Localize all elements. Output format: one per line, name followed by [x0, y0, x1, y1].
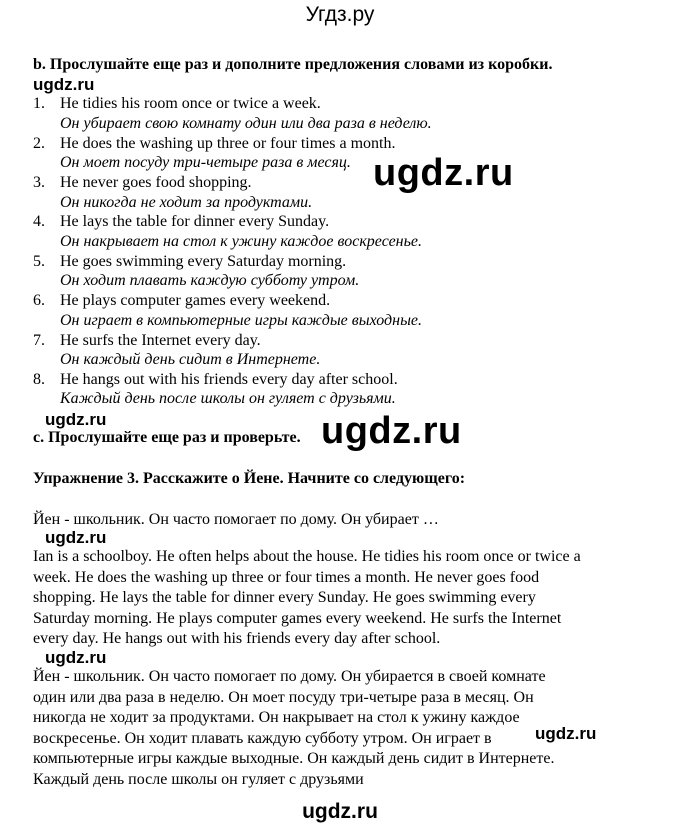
watermark: ugdz.ru [535, 724, 597, 743]
paragraph-line: никогда не ходит за продуктами. Он накрывает на стол к ужину каждое [33, 709, 520, 726]
exercise-3-heading: Упражнение 3. Расскажите о Йене. Начните со следующего: [33, 470, 466, 487]
item-english: He surfs the Internet every day. [60, 332, 261, 349]
item-english: He hangs out with his friends every day after school. [60, 371, 398, 388]
item-russian: Он моет посуду три-четыре раза в месяц. [60, 154, 351, 171]
paragraph-line: Ian is a schoolboy. He often helps about the house. He tidies his room once or twice a [33, 548, 581, 565]
english-paragraph [33, 547, 633, 650]
paragraph-line: компьютерные игры каждые выходные. Он каждый день сидит в Интернете. [33, 750, 555, 767]
item-english: He lays the table for dinner every Sunday. [60, 213, 330, 230]
item-english: He never goes food shopping. [60, 174, 252, 191]
watermark: ugdz.ru [33, 75, 95, 94]
item-russian: Он убирает свою комнату один или два раза в неделю. [60, 115, 432, 132]
item-number: 6. [33, 292, 45, 309]
item-english: He tidies his room once or twice a week. [60, 95, 321, 112]
watermark: ugdz.ru [45, 410, 107, 429]
item-english: He does the washing up three or four times a month. [60, 135, 396, 152]
section-b-heading: b. Прослушайте еще раз и дополните предложения словами из коробки. [33, 56, 553, 73]
item-russian: Он играет в компьютерные игры каждые выходные. [60, 312, 423, 329]
paragraph-line: Каждый день после школы он гуляет с друзьями [33, 770, 364, 788]
watermark-footer: ugdz.ru [302, 800, 378, 823]
item-number: 8. [33, 371, 45, 388]
paragraph-line: один или два раза в неделю. Он моет посуду три-четыре раза в месяц. Он [33, 688, 534, 706]
paragraph-line: воскресенье. Он ходит плавать каждую субботу утром. Он играет в [33, 729, 492, 747]
paragraph-line: shopping. He lays the table for dinner every Sunday. He goes swimming every [33, 589, 536, 606]
item-english: He goes swimming every Saturday morning. [60, 253, 347, 270]
item-number: 5. [33, 253, 45, 270]
watermark: ugdz.ru [45, 648, 107, 667]
paragraph-line: week. He does the washing up three or four times a month. He never goes food [33, 568, 540, 586]
item-english: He plays computer games every weekend. [60, 292, 331, 309]
item-russian: Он каждый день сидит в Интернете. [60, 351, 321, 368]
watermark: ugdz.ru [321, 410, 462, 452]
item-number: 2. [33, 135, 45, 152]
paragraph-line: Йен - школьник. Он часто помогает по дому. Он убирается в своей комнате [33, 668, 546, 685]
item-russian: Он никогда не ходит за продуктами. [60, 194, 313, 211]
item-number: 7. [33, 332, 45, 349]
exercise-3-intro: Йен - школьник. Он часто помогает по дому. Он убирает … [33, 511, 439, 528]
section-c-heading: c. Прослушайте еще раз и проверьте. [33, 429, 301, 446]
item-number: 4. [33, 213, 45, 230]
item-russian: Он накрывает на стол к ужину каждое воскресенье. [60, 233, 422, 250]
site-title: Угдз.ру [305, 3, 375, 26]
item-russian: Каждый день после школы он гуляет с друзьями. [60, 390, 396, 407]
paragraph-line: every day. He hangs out with his friends every day after school. [33, 630, 441, 647]
item-number: 3. [33, 174, 45, 191]
item-russian: Он ходит плавать каждую субботу утром. [60, 272, 360, 289]
paragraph-line: Saturday morning. He plays computer games every weekend. He surfs the Internet [33, 609, 562, 627]
item-number: 1. [33, 95, 45, 112]
watermark: ugdz.ru [373, 152, 514, 194]
watermark: ugdz.ru [45, 528, 107, 547]
